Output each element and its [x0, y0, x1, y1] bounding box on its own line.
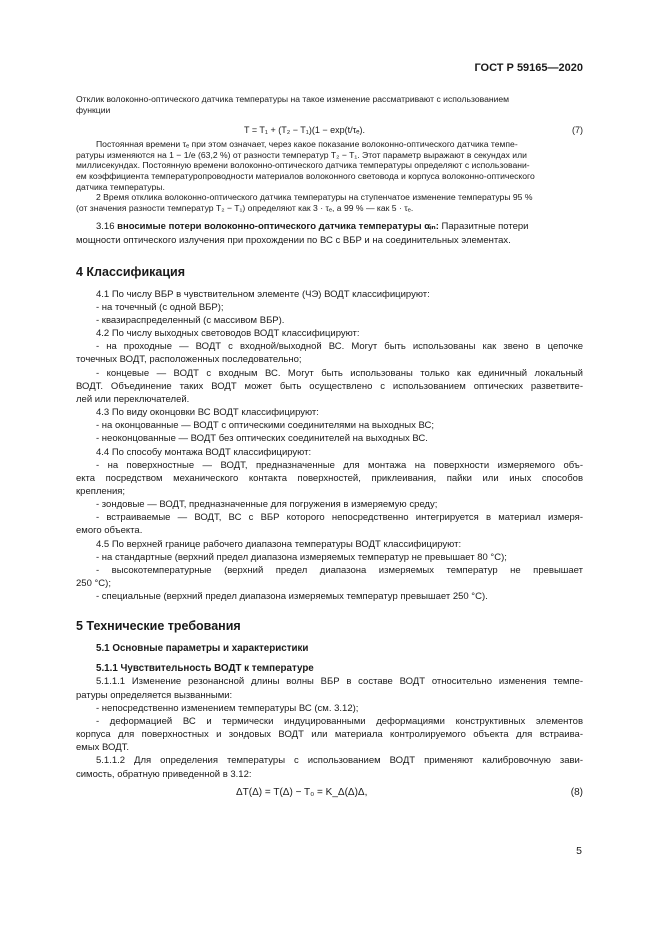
- text-line: корпуса для поверхностных и зондовых ВОДТ или материала контролируемого объекта для встраива-: [76, 729, 583, 741]
- text-line: точечных ВОДТ, расположенных последовательно;: [76, 354, 302, 366]
- formula-8: [76, 787, 583, 803]
- note2-line: (от значения разности температур T₂ − T₁) определяют как 3 · τₑ, а 99 % — как 5 · τₑ.: [76, 202, 414, 213]
- note-para-line: миллисекундах. Постоянную времени волоконно-оптического датчика температуры определяют с использовани-: [76, 160, 530, 171]
- section-4-title: 4 Классификация: [76, 264, 186, 279]
- text-line: - высокотемпературные (верхний предел диапазона измеряемых температур не превышает: [96, 564, 583, 576]
- text-line: - на стандартные (верхний предел диапазона измеряемых температур не превышает 80 °C);: [96, 551, 507, 563]
- term-definition: Паразитные потери: [438, 221, 529, 233]
- text-line: 4.3 По виду оконцовки ВС ВОДТ классифицируют:: [96, 407, 319, 419]
- text-line: емых ВОДТ.: [76, 742, 130, 754]
- text-line: - на поверхностные — ВОДТ, предназначенные для монтажа на поверхности измеряемого объ-: [96, 459, 583, 471]
- note2-line: 2 Время отклика волоконно-оптического датчика температуры на ступенчатое изменение температуры 95 %: [96, 192, 533, 203]
- note-para-line: ратуры изменяются на 1 − 1/e (63,2 %) от разности температур T₂ − T₁. Этот параметр выражают в секундах или: [76, 149, 527, 160]
- text-line: - непосредственно изменением температуры ВС (см. 3.12);: [96, 702, 359, 714]
- term-title: вносимые потери волоконно-оптического датчика температуры αᵢₙ:: [117, 221, 439, 233]
- text-line: - неоконцованные — ВОДТ без оптических соединителей на выходных ВС.: [96, 433, 428, 445]
- formula-7-number: (7): [572, 125, 583, 136]
- text-line: - на оконцованные — ВОДТ с оптическими соединителями на выходных ВС;: [96, 420, 435, 432]
- term-number: 3.16: [96, 221, 115, 233]
- text-line: ВОДТ. Объединение таких ВОДТ может быть осуществлено с использованием оптических разветвите-: [76, 380, 583, 392]
- text-line: - квазираспределенный (с массивом ВБР).: [96, 314, 285, 326]
- section-5-body: [76, 675, 583, 780]
- text-line: - концевые — ВОДТ с входным ВС. Могут быть использованы только как единичный локальный: [96, 367, 583, 379]
- text-line: - встраиваемые — ВОДТ, ВС с ВБР которого непосредственно интегрируется в материал измеря-: [96, 512, 583, 524]
- text-line: 250 °C);: [76, 578, 111, 590]
- subsection-5-1-1: 5.1.1 Чувствительность ВОДТ к температуре: [96, 663, 314, 675]
- section-4-body: [76, 288, 583, 604]
- text-line: симость, обратную приведенной в 3.12:: [76, 768, 252, 780]
- note-para-line: Постоянная времени τₑ при этом означает, через какое показание волоконно-оптического датчика темпе-: [96, 139, 518, 150]
- text-line: - зондовые — ВОДТ, предназначенные для погружения в измеряемую среду;: [96, 499, 438, 511]
- subsection-5-1: 5.1 Основные параметры и характеристики: [96, 643, 309, 655]
- text-line: 4.2 По числу выходных световодов ВОДТ классифицируют:: [96, 328, 360, 340]
- note-para-line: датчика температуры.: [76, 181, 165, 192]
- formula-8-text: ΔT(Δ) = T(Δ) − T₀ = K_Δ(Δ)Δ,: [236, 786, 368, 798]
- intro-line: функции: [76, 104, 111, 115]
- page-number: 5: [576, 845, 582, 857]
- term-3-16: [76, 220, 583, 233]
- formula-8-number: (8): [570, 786, 583, 798]
- formula-7-text: T = T₁ + (T₂ − T₁)(1 − exp(t/τₑ).: [244, 125, 365, 136]
- text-line: - специальные (верхний предел диапазона измеряемых температур превышает 250 °C).: [96, 591, 488, 603]
- text-line: екта посредством механического контакта поверхностей, приклеивания, пайки или иных способов: [76, 472, 583, 484]
- text-line: 5.1.1.1 Изменение резонансной длины волны ВБР в составе ВОДТ относительно изменения темпе-: [96, 676, 583, 688]
- page-content: [76, 94, 583, 803]
- text-line: 4.5 По верхней границе рабочего диапазона температуры ВОДТ классифицируют:: [96, 538, 462, 550]
- standard-header: ГОСТ Р 59165—2020: [474, 62, 583, 74]
- formula-7: [76, 125, 583, 139]
- text-line: - деформацией ВС и термически индуцированными деформациями конструктивных элементов: [96, 715, 583, 727]
- text-line: лей или переключателей.: [76, 393, 190, 405]
- text-line: - на точечный (с одной ВБР);: [96, 301, 224, 313]
- intro-line: Отклик волоконно-оптического датчика температуры на такое изменение рассматривают с использованием: [76, 94, 510, 104]
- text-line: крепления;: [76, 486, 126, 497]
- text-line: 5.1.1.2 Для определения температуры с использованием ВОДТ применяют калибровочную зави-: [96, 755, 583, 767]
- text-line: ратуры определяется вызванными:: [76, 689, 233, 701]
- text-line: 4.1 По числу ВБР в чувствительном элементе (ЧЭ) ВОДТ классифицируют:: [96, 288, 430, 300]
- note-para-line: ем коэффициента температуропроводности материалов волоконного световода и корпуса волоконно-оптического: [76, 170, 535, 181]
- text-line: - на проходные — ВОДТ с входной/выходной ВС. Могут быть использованы как звено в цепочке: [96, 341, 583, 353]
- text-line: емого объекта.: [76, 525, 143, 537]
- section-5-title: 5 Технические требования: [76, 619, 241, 634]
- text-line: 4.4 По способу монтажа ВОДТ классифицируют:: [96, 446, 312, 458]
- term-definition-line: мощности оптического излучения при прохождении по ВС с ВБР и на соединительных элементах.: [76, 234, 511, 246]
